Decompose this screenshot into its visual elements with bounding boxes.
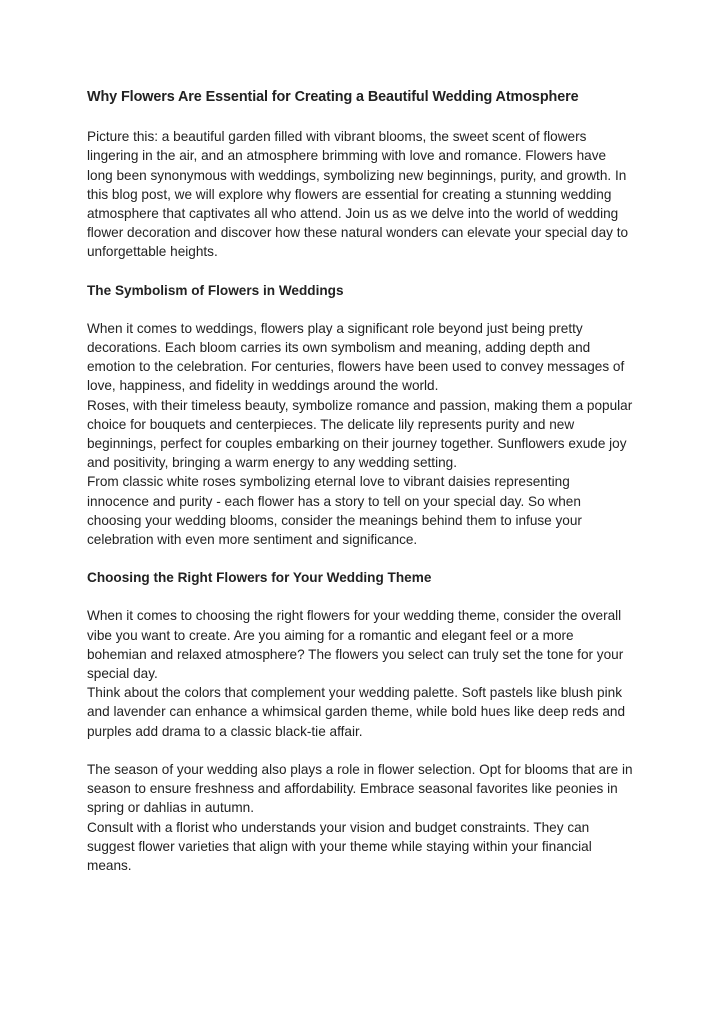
- section-heading-choosing: Choosing the Right Flowers for Your Wedding Theme: [87, 570, 432, 586]
- section-heading-symbolism: The Symbolism of Flowers in Weddings: [87, 282, 344, 298]
- paragraph: Roses, with their timeless beauty, symbolize romance and passion, making them a popular choice for bouquets and centerpieces. The delicate lily represents purity and new beginnings, perfect for couples embarking on their journey together. Sunflowers exude joy and positivity, bringing a warm energy to any wedding setting.: [87, 397, 633, 471]
- paragraph: When it comes to choosing the right flowers for your wedding theme, consider the overall vibe you want to create. Are you aiming for a romantic and elegant feel or a more bohemian and relaxed atmosphere? The flowers you select can truly set the tone for your special day.: [87, 608, 624, 682]
- section-body-symbolism: [87, 319, 635, 549]
- paragraph: From classic white roses symbolizing eternal love to vibrant daisies representing innocence and purity - each flower has a story to tell on your special day. So when choosing your wedding blooms, consider the meanings behind them to infuse your celebration with even more sentiment and significance.: [87, 474, 582, 548]
- paragraph: The season of your wedding also plays a role in flower selection. Opt for blooms that are in season to ensure freshness and affordability. Embrace seasonal favorites like peonies in spring or dahlias in autumn.: [87, 761, 633, 816]
- paragraph: When it comes to weddings, flowers play a significant role beyond just being pretty decorations. Each bloom carries its own symbolism and meaning, adding depth and emotion to the celebration. For centuries, flowers have been used to convey messages of love, happiness, and fidelity in weddings around the world.: [87, 320, 625, 394]
- document-page: [87, 88, 635, 875]
- intro-paragraph: Picture this: a beautiful garden filled with vibrant blooms, the sweet scent of flowers lingering in the air, and an atmosphere brimming with love and romance. Flowers have long been synonymous with weddings, symbolizing new beginnings, purity, and growth. In this blog post, we will explore why flowers are essential for creating a stunning wedding atmosphere that captivates all who attend. Join us as we delve into the world of wedding flower decoration and discover how these natural wonders can elevate your special day to unforgettable heights.: [87, 129, 629, 260]
- paragraph: Think about the colors that complement your wedding palette. Soft pastels like blush pink and lavender can enhance a whimsical garden theme, while bold hues like deep reds and purples add drama to a classic black-tie affair.: [87, 685, 626, 739]
- paragraph: Consult with a florist who understands your vision and budget constraints. They can suggest flower varieties that align with your theme while staying within your financial means.: [87, 819, 592, 873]
- section-body-choosing: [87, 606, 635, 875]
- spacer: [87, 741, 635, 760]
- document-title: Why Flowers Are Essential for Creating a Beautiful Wedding Atmosphere: [87, 89, 579, 105]
